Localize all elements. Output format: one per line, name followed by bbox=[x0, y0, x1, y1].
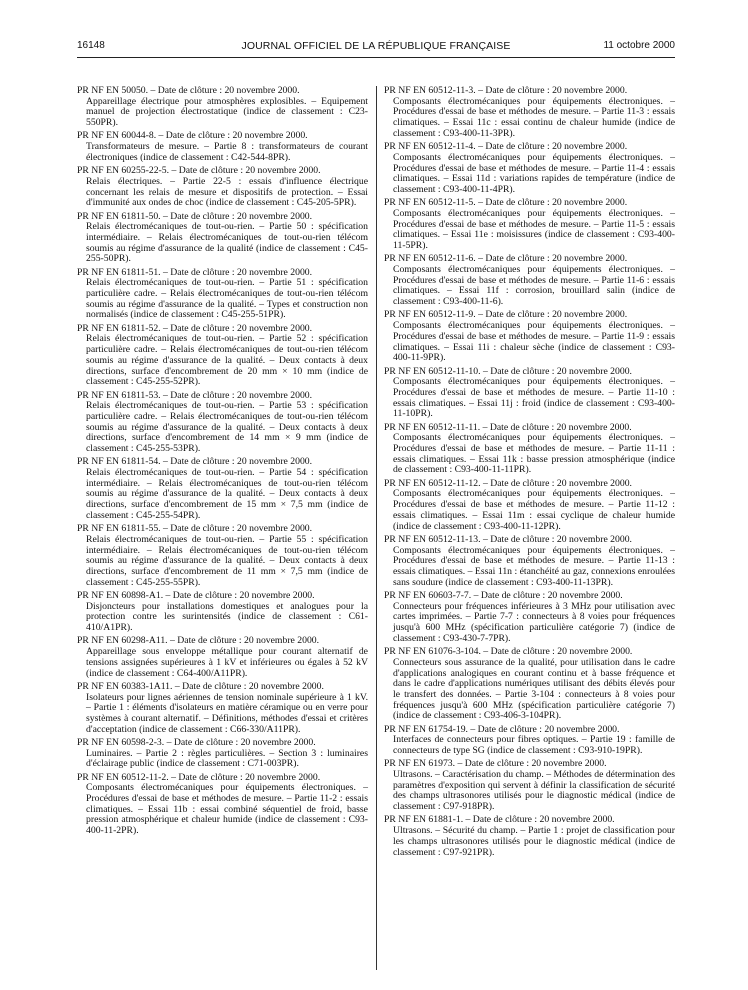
left-column bbox=[77, 86, 368, 839]
standard-description: Composants électromécaniques pour équipements électroniques. – Procédures d'essai de base et méthodes de mesure. – Partie 11-3 : essais climatiques. – Essai 11c : essai continu de chaleur humide (indice de classement : C93-400-11-3PR). bbox=[393, 95, 675, 139]
standard-reference: PR NF EN 60598-2-3. – Date de clôture : 20 novembre 2000. bbox=[77, 736, 316, 748]
standard-reference: PR NF EN 61811-55. – Date de clôture : 20 novembre 2000. bbox=[77, 523, 313, 535]
standard-entry bbox=[384, 479, 675, 533]
standard-reference: PR NF EN 61811-51. – Date de clôture : 20 novembre 2000. bbox=[77, 266, 313, 278]
standard-entry bbox=[384, 254, 675, 308]
standard-description: Relais électromécaniques de tout-ou-rien. – Partie 50 : spécification intermédiaire. – Relais électromécaniques de tout-ou-rien télécom soumis au régime d'assurance de la qualité (indice de classement : C45-255-50PR). bbox=[86, 221, 368, 265]
standard-reference: PR NF EN 61973. – Date de clôture : 20 novembre 2000. bbox=[384, 758, 607, 770]
journal-title: JOURNAL OFFICIEL DE LA RÉPUBLIQUE FRANÇAISE bbox=[241, 40, 511, 52]
standard-reference: PR NF EN 60512-11-13. – Date de clôture : 20 novembre 2000. bbox=[384, 533, 632, 545]
standard-description: Composants électromécaniques pour équipements électroniques. – Procédures d'essai de base et méthodes de mesure. – Partie 11-6 : essais climatiques. – Essai 11f : corrosion, brouillard salin (indice de classement : C93-400-11-6). bbox=[393, 264, 675, 308]
standard-reference: PR NF EN 60512-11-5. – Date de clôture : 20 novembre 2000. bbox=[384, 197, 628, 209]
standard-description: Relais électromécaniques de tout-ou-rien. – Partie 54 : spécification intermédiaire. – Relais électromécaniques de tout-ou-rien télécom soumis au régime d'assurance de la qualité. – Deux contacts à deux directions, surface d'encombrement de 15 mm × 7,5 mm (indice de classement : C45-255-54PR). bbox=[86, 467, 368, 521]
standard-reference: PR NF EN 60512-11-12. – Date de clôture : 20 novembre 2000. bbox=[384, 477, 632, 489]
standard-description: Relais électromécaniques de tout-ou-rien. – Partie 55 : spécification intermédiaire. – Relais électromécaniques de tout-ou-rien télécom soumis au régime d'assurance de la qualité. – Deux contacts à deux directions, surface d'encombrement de 11 mm × 7,5 mm (indice de classement : C45-255-55PR). bbox=[86, 533, 368, 588]
standard-reference: PR NF EN 60383-1A11. – Date de clôture : 20 novembre 2000. bbox=[77, 680, 324, 692]
standard-entry bbox=[77, 773, 368, 837]
standard-reference: PR NF EN 60898-A1. – Date de clôture : 20 novembre 2000. bbox=[77, 589, 315, 601]
standard-description: Connecteurs sous assurance de la qualité, pour utilisation dans le cadre d'applications analogiques en courant continu et à basse fréquence et dans le cadre d'applications numériques utilisant des débits élevés pour le transfert des données. – Partie 3-104 : connecteurs à 8 voies pour fréquences jusqu'à 600 MHz (spécification particulière catégorie 7) (indice de classement : C93-406-3-104PR). bbox=[393, 656, 675, 722]
standard-description: Appareillage sous enveloppe métallique pour courant alternatif de tensions assignées supérieures à 1 kV et inférieures ou égales à 52 kV (indice de classement : C64-400/A11PR). bbox=[86, 646, 368, 679]
standard-entry bbox=[77, 591, 368, 634]
standard-entry bbox=[77, 524, 368, 588]
standard-entry bbox=[384, 142, 675, 196]
standard-reference: PR NF EN 60512-11-4. – Date de clôture : 20 novembre 2000. bbox=[384, 141, 628, 153]
standard-reference: PR NF EN 61076-3-104. – Date de clôture : 20 novembre 2000. bbox=[384, 646, 633, 658]
standard-description: Isolateurs pour lignes aériennes de tension nominale supérieure à 1 kV. – Partie 1 : éléments d'isolateurs en matière céramique ou en verre pour systèmes à courant alternatif. – Définitions, méthodes d'essai et critères d'acceptation (indice de classement : C66-330/A11PR). bbox=[86, 691, 368, 735]
standard-reference: PR NF EN 60603-7-7. – Date de clôture : 20 novembre 2000. bbox=[384, 589, 623, 601]
standard-entry bbox=[77, 738, 368, 770]
standard-entry bbox=[384, 591, 675, 645]
standard-entry bbox=[384, 86, 675, 140]
standard-description: Composants électromécaniques pour équipements électroniques. – Procédures d'essai de base et méthodes de mesure. – Partie 11-9 : essais climatiques. – Essai 11i : chaleur sèche (indice de classement : C93-400-11-9PR). bbox=[393, 320, 675, 364]
page-header bbox=[77, 40, 675, 54]
standard-entry bbox=[384, 310, 675, 364]
standard-entry bbox=[77, 457, 368, 521]
standard-reference: PR NF EN 61754-19. – Date de clôture : 20 novembre 2000. bbox=[384, 723, 620, 735]
standard-entry bbox=[77, 268, 368, 322]
standard-reference: PR NF EN 60512-11-9. – Date de clôture : 20 novembre 2000. bbox=[384, 309, 628, 321]
standard-entry bbox=[77, 86, 368, 129]
page-number: 16148 bbox=[77, 40, 105, 51]
standard-description: Relais électriques. – Partie 22-5 : essais d'influence électrique concernant les relais de mesure et dispositifs de protection. – Essai d'immunité aux ondes de choc (indice de classement : C45-205-5PR). bbox=[86, 175, 368, 209]
standard-reference: PR NF EN 60512-11-3. – Date de clôture : 20 novembre 2000. bbox=[384, 85, 628, 96]
publication-date: 11 octobre 2000 bbox=[603, 40, 675, 51]
standard-description: Disjoncteurs pour installations domestiques et analogues pour la protection contre les surintensités (indice de classement : C61-410/A1PR). bbox=[86, 600, 368, 634]
standard-entry bbox=[77, 212, 368, 266]
standard-description: Luminaires. – Partie 2 : règles particulières. – Section 3 : luminaires d'éclairage public (indice de classement : C71-003PR). bbox=[86, 747, 368, 770]
column-divider bbox=[376, 86, 377, 970]
standard-reference: PR NF EN 60044-8. – Date de clôture : 20 novembre 2000. bbox=[77, 130, 308, 142]
header-rule bbox=[77, 57, 675, 58]
standard-reference: PR NF EN 61811-52. – Date de clôture : 20 novembre 2000. bbox=[77, 322, 313, 334]
standard-reference: PR NF EN 61811-50. – Date de clôture : 20 novembre 2000. bbox=[77, 210, 313, 222]
standard-description: Composants électromécaniques pour équipements électroniques. – Procédures d'essai de base et méthodes de mesure. – Partie 11-12 : essais climatiques. – Essai 11m : essai cyclique de chaleur humide (indice de classement : C93-400-11-12PR). bbox=[393, 488, 675, 532]
standard-description: Composants électromécaniques pour équipements électroniques. – Procédures d'essai de base et méthodes de mesure. – Partie 11-11 : essais climatiques. – Essai 11k : basse pression atmosphérique (indice de classement : C93-400-11-11PR). bbox=[393, 432, 675, 476]
standard-reference: PR NF EN 61811-54. – Date de clôture : 20 novembre 2000. bbox=[77, 456, 313, 468]
standard-reference: PR NF EN 60512-11-10. – Date de clôture : 20 novembre 2000. bbox=[384, 365, 632, 377]
standard-entry bbox=[384, 725, 675, 757]
standard-reference: PR NF EN 50050. – Date de clôture : 20 novembre 2000. bbox=[77, 85, 300, 96]
standard-reference: PR NF EN 60255-22-5. – Date de clôture : 20 novembre 2000. bbox=[77, 165, 321, 177]
standard-description: Ultrasons. – Caractérisation du champ. – Méthodes de détermination des paramètres d'exposition qui servent à définir la classification de sécurité des champs ultrasonores utilisés pour le diagnostic médical (indice de classement : C97-918PR). bbox=[393, 769, 675, 813]
standard-reference: PR NF EN 61881-1. – Date de clôture : 20 novembre 2000. bbox=[384, 814, 615, 826]
standard-entry bbox=[384, 423, 675, 477]
standard-description: Relais électromécaniques de tout-ou-rien. – Partie 51 : spécification particulière cadre. – Relais électromécaniques de tout-ou-rien télécom soumis au régime d'assurance de la qualité. – Types et construction non normalisés (indice de classement : C45-255-51PR). bbox=[86, 277, 368, 321]
standard-description: Composants électromécaniques pour équipements électroniques. – Procédures d'essai de base et méthodes de mesure. – Partie 11-2 : essais climatiques. – Essai 11b : essai combiné séquentiel de froid, basse pression atmosphérique et chaleur humide (indice de classement : C93-400-11-2PR). bbox=[86, 782, 368, 837]
standard-entry bbox=[77, 324, 368, 388]
standard-reference: PR NF EN 60298-A11. – Date de clôture : 20 novembre 2000. bbox=[77, 635, 320, 647]
standard-description: Appareillage électrique pour atmosphères explosibles. – Equipement manuel de projection électrostatique (indice de classement : C23-550PR). bbox=[86, 95, 368, 129]
standard-description: Transformateurs de mesure. – Partie 8 : transformateurs de courant électroniques (indice de classement : C42-544-8PR). bbox=[86, 141, 368, 163]
standard-description: Interfaces de connecteurs pour fibres optiques. – Partie 19 : famille de connecteurs de type SG (indice de classement : C93-910-19PR). bbox=[393, 734, 675, 757]
standard-description: Composants électromécaniques pour équipements électroniques. – Procédures d'essai de base et méthodes de mesure. – Partie 11-4 : essais climatiques. – Essai 11d : variations rapides de température (indice de classement : C93-400-11-4PR). bbox=[393, 151, 675, 195]
standard-entry bbox=[384, 647, 675, 722]
standard-description: Relais électromécaniques de tout-ou-rien. – Partie 52 : spécification particulière cadre. – Relais électromécaniques de tout-ou-rien télécom soumis au régime d'assurance de la qualité. – Deux contacts à deux directions, surface d'encombrement de 20 mm × 10 mm (indice de classement : C45-255-52PR). bbox=[86, 333, 368, 388]
standard-description: Composants électromécaniques pour équipements électroniques. – Procédures d'essai de base et méthodes de mesure. – Partie 11-13 : essais climatiques. – Essai 11n : étanchéité au gaz, connexions enroulées sans soudure (indice de classement : C93-400-11-13PR). bbox=[393, 544, 675, 588]
standard-description: Ultrasons. – Sécurité du champ. – Partie 1 : projet de classification pour les champs ultrasonores utilisés pour le diagnostic médical (indice de classement : C97-921PR). bbox=[393, 825, 675, 858]
standard-reference: PR NF EN 60512-11-2. – Date de clôture : 20 novembre 2000. bbox=[77, 771, 321, 783]
standard-reference: PR NF EN 61811-53. – Date de clôture : 20 novembre 2000. bbox=[77, 389, 313, 401]
standard-entry bbox=[384, 198, 675, 252]
standard-description: Composants électromécaniques pour équipements électroniques. – Procédures d'essai de base et méthodes de mesure. – Partie 11-5 : essais climatiques. – Essai 11e : moisissures (indice de classement : C93-400-11-5PR). bbox=[393, 207, 675, 252]
standard-description: Composants électromécaniques pour équipements électroniques. – Procédures d'essai de base et méthodes de mesure. – Partie 11-10 : essais climatiques. – Essai 11j : froid (indice de classement : C93-400-11-10PR). bbox=[393, 376, 675, 420]
standard-reference: PR NF EN 60512-11-6. – Date de clôture : 20 novembre 2000. bbox=[384, 253, 628, 265]
standard-description: Relais électromécaniques de tout-ou-rien. – Partie 53 : spécification particulière cadre. – Relais électromécaniques de tout-ou-rien télécom soumis au régime d'assurance de la qualité. – Deux contacts à deux directions, surface d'encombrement de 14 mm × 9 mm (indice de classement : C45-255-53PR). bbox=[86, 400, 368, 455]
right-column bbox=[384, 86, 675, 861]
standard-entry bbox=[77, 166, 368, 209]
standard-reference: PR NF EN 60512-11-11. – Date de clôture : 20 novembre 2000. bbox=[384, 421, 632, 433]
standard-entry bbox=[77, 391, 368, 455]
standard-entry bbox=[77, 682, 368, 736]
standard-entry bbox=[384, 815, 675, 858]
standard-entry bbox=[384, 759, 675, 813]
standard-entry bbox=[384, 367, 675, 421]
standard-entry bbox=[384, 535, 675, 589]
standard-entry bbox=[77, 131, 368, 163]
standard-description: Connecteurs pour fréquences inférieures à 3 MHz pour utilisation avec cartes imprimées. – Partie 7-7 : connecteurs à 8 voies pour fréquences jusqu'à 600 MHz (spécification particulière catégorie 7) (indice de classement : C93-430-7-7PR). bbox=[393, 600, 675, 644]
standard-entry bbox=[77, 636, 368, 679]
